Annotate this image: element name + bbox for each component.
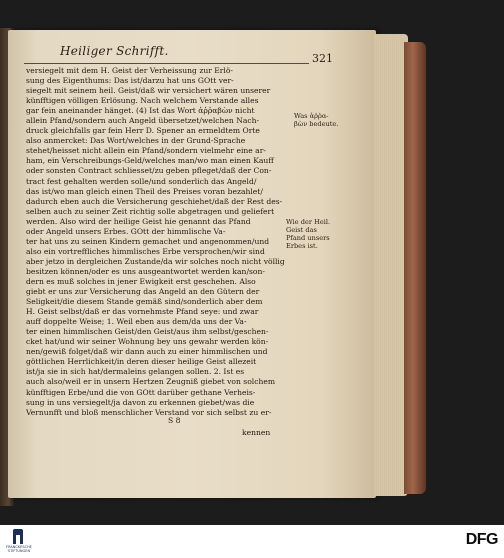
body-line: besitzen können/oder es uns ausgeantwortet werden kan/son- [26, 266, 265, 276]
body-line: H. Geist selbst/daß er das vornehmste Pfand seye: und zwar [26, 307, 259, 317]
signature-mark: S 8 [168, 416, 181, 425]
page-stack-edge [374, 34, 408, 496]
body-line: oder sonsten Contract schliesset/zu geben pfleget/daß der Con- [26, 166, 272, 176]
header-rule [24, 63, 309, 64]
body-line: dadurch eben auch die Versicherung geschiehet/daß der Rest des- [26, 196, 283, 206]
body-line: sung in uns versiegelt/ja davon zu erkennen giebet/was die [26, 397, 255, 407]
body-text [26, 66, 288, 418]
body-line: künfftigen völligen Erlösung. Nach welchem Verstande alles [26, 96, 259, 106]
body-line: oder Angeld unsers Erbes. GOtt der himmlische Va- [26, 226, 226, 236]
body-line: ter hat uns zu seinen Kindern gemachet und angenommen/und [26, 236, 270, 246]
body-line: allein Pfand/sondern auch Angeld übersetzet/welchen Nach- [26, 116, 260, 126]
body-line: druck gleichfalls gar fein Herr D. Spener an ermeldtem Orte [26, 126, 260, 136]
body-line: ter einen himmlischen Geist/den Geist/aus ihm selbst/geschen- [26, 327, 269, 337]
body-line: auch also/weil er in unsern Hertzen Zeugniß giebet von solchem [26, 377, 276, 387]
margin-note-line: Pfand unsers [286, 234, 330, 242]
body-line: giebt er uns zur Versicherung das Angeld an den Gütern der [26, 287, 260, 297]
body-line: tract fest gehalten werden solle/und sonderlich das Angeld/ [26, 176, 257, 186]
body-line: stehet/heisset nicht allein ein Pfand/sondern vielmehr eine ar- [26, 146, 266, 156]
body-line: also ein vortreffliches himmlisches Erbe versprochen/wir sind [26, 246, 265, 256]
page-number: 321 [312, 52, 333, 65]
body-line: werden. Also wird der heilige Geist hie genannt das Pfand [26, 216, 251, 226]
margin-note-geist [286, 218, 334, 250]
body-line: göttlichen Herrlichkeit/in deren dieser heilige Geist allezeit [26, 357, 257, 367]
margin-note-line: βὼν bedeute. [294, 120, 339, 128]
body-line: siegelt mit seinem heil. Geist/daß wir versichert wären unserer [26, 86, 271, 96]
book-cover-edge [404, 42, 426, 494]
institution-label: FRANCKESCHE STIFTUNGEN [6, 545, 32, 553]
margin-note-line: Geist das [286, 226, 317, 234]
body-line: gar fein aneinander hänget. (4) Ist das Wort ἀῤῥαβὼν nicht [26, 106, 255, 116]
body-line: ham, ein Verschreibungs-Geld/welches man/wo man einen Kauff [26, 156, 274, 166]
body-line: Seligkeit/die diesem Stande gemäß sind/sonderlich aber dem [26, 297, 263, 307]
body-line: sung des Eigenthums: Das ist/darzu hat uns GOtt ver- [26, 76, 234, 86]
body-line: Vernunfft und bloß menschlicher Verstand vor sich selbst zu er- [26, 407, 272, 417]
viewer-footer [0, 525, 504, 558]
body-line: versiegelt mit dem H. Geist der Verheissung zur Erlö- [26, 66, 233, 75]
margin-note-line: Erbes ist. [286, 242, 318, 250]
body-line: cket hat/und wir seiner Wohnung bey uns gewahr werden kön- [26, 337, 269, 347]
body-line: dern es muß solches in jener Ewigkeit erst geschehen. Also [26, 276, 256, 286]
body-line: künfftigen Erbe/und die von GOtt darüber gethane Verheis- [26, 387, 256, 397]
body-line: das ist/wo man gleich einen Theil des Preises voran bezahlet/ [26, 186, 263, 196]
body-line: nen/gewiß folget/daß wir dann auch zu einer himmlischen und [26, 347, 268, 357]
margin-note-line: Wie der Heil. [286, 218, 331, 226]
dfg-logo: DFG [465, 531, 498, 548]
margin-note-line: Was ἀῤῥα- [294, 112, 329, 120]
body-line: ist/ja sie in sich hat/dermaleins gelangen sollen. 2. Ist es [26, 367, 245, 377]
body-line: also anmercket: Das Wort/welches in der Grund-Sprache [26, 136, 246, 146]
catchword: kennen [242, 428, 271, 437]
body-line: auff doppelte Weise; 1. Weil eben aus dem/da uns der Va- [26, 317, 247, 327]
body-line: selben auch zu seiner Zeit richtig solle abgetragen und geliefert [26, 206, 275, 216]
margin-note-arrhabon [294, 112, 342, 128]
body-line: aber jetzo in dergleichen Zustande/da wir solches noch nicht völlig [26, 256, 285, 266]
running-title: Heiliger Schrifft. [60, 44, 169, 58]
